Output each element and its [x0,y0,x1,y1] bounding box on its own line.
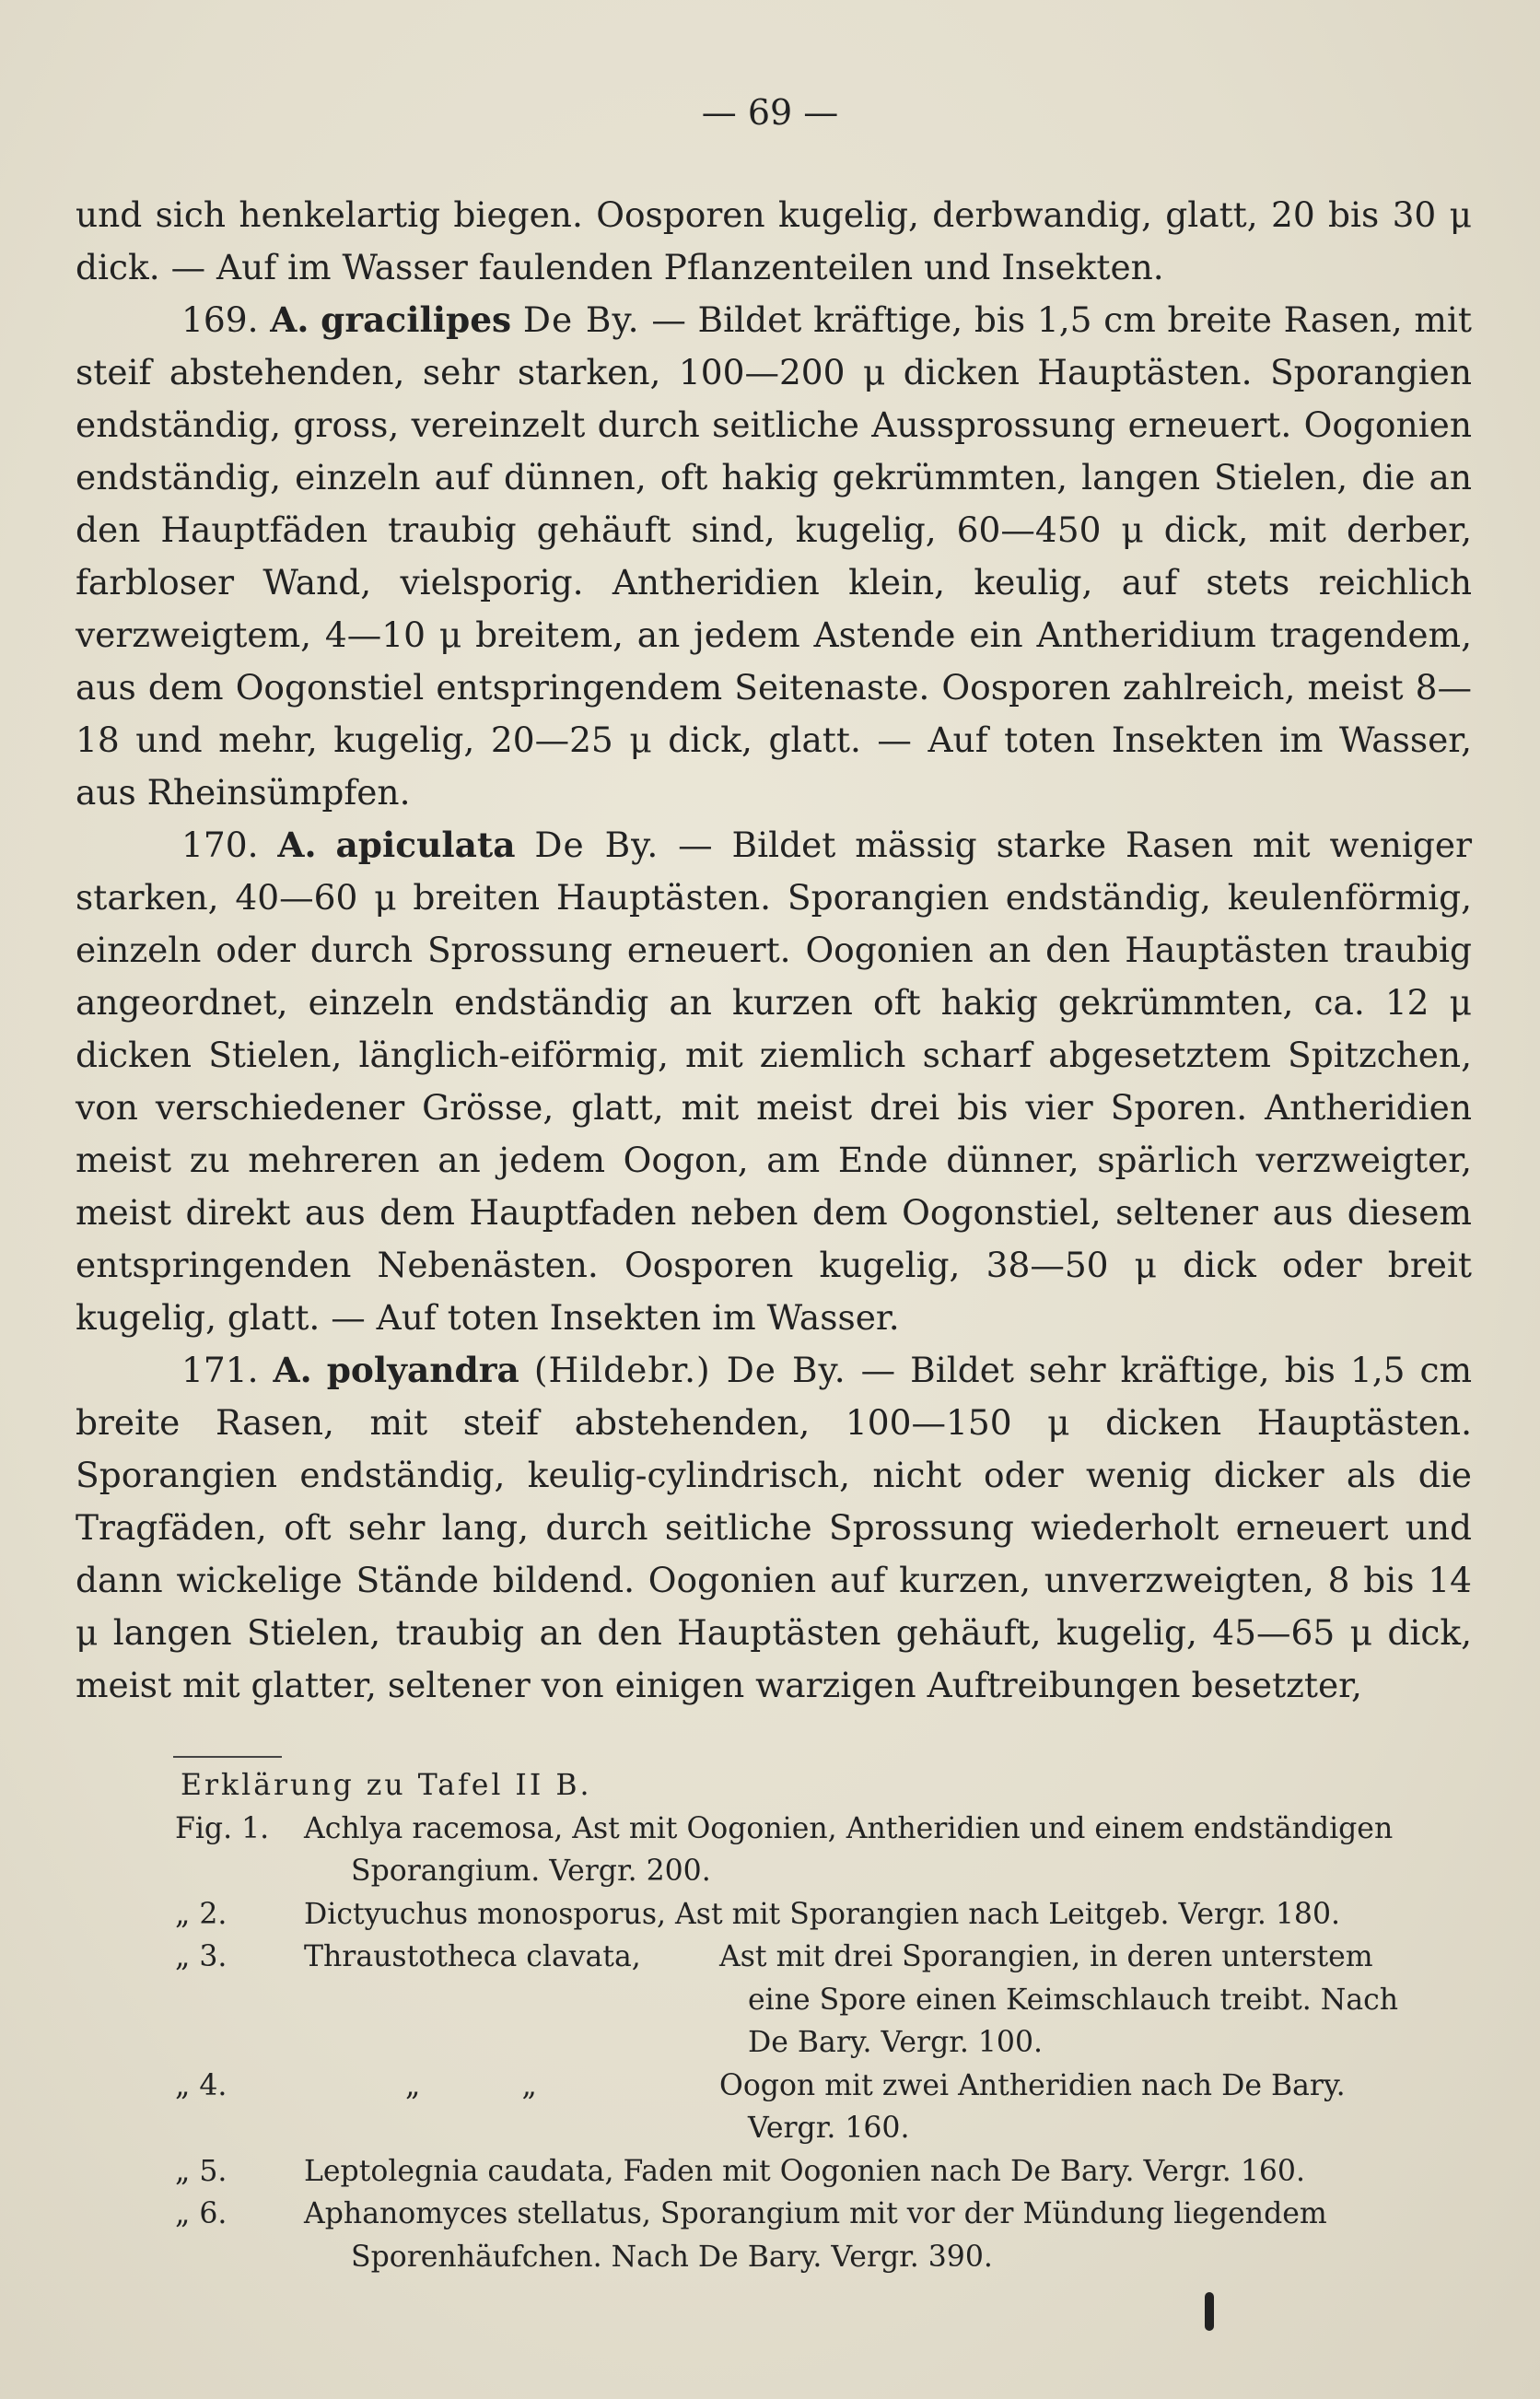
entry-description: — Bildet mässig starke Rasen mit weniger starken, 40—60 μ breiten Hauptästen. Sporangien endständig, keulenförmig, einzeln oder durch Sprossung erneuert. Oogonien an den Hauptästen traubig angeordnet, einzeln endständig an kurzen oft hakig gekrümmten, ca. 12 μ dicken Stielen, länglich-eiförmig, mit ziemlich scharf abgesetztem Spitzchen, von verschiedener Grösse, glatt, mit meist drei bis vier Sporen. Antheridien meist zu mehreren an jedem Oogon, am Ende dünner, spärlich verzweigter, meist direkt aus dem Hauptfaden neben dem Oogonstiel, seltener aus diesem entspringenden Nebenästen. Oosporen kugelig, 38—50 μ dick oder breit kugelig, glatt. — Auf toten Insekten im Wasser. [76,825,1472,1338]
legend-title: Erklärung zu Tafel II B. [181,1769,592,1802]
legend-item [175,1893,1464,1937]
legend-item [175,1936,1464,1979]
species-entry-170 [76,819,1472,1344]
entry-author: De By. [522,299,640,340]
entry-species: gracilipes [321,299,512,340]
legend-item [175,2150,1464,2194]
figure-label: „ 3. [175,1940,228,1973]
body-text [76,189,1472,1712]
figure-description-continuation: eine Spore einen Keimschlauch treibt. Nach [748,1983,1399,2017]
figure-description: Ast mit drei Sporangien, in deren unterstem [719,1940,1373,1973]
figure-description: Dictyuchus monosporus, Ast mit Sporangien nach Leitgeb. Vergr. 180. [304,1897,1341,1931]
ink-smudge [1205,2292,1214,2331]
entry-number: 169. [181,299,259,340]
figure-label: „ 2. [175,1897,228,1931]
entry-species: polyandra [326,1350,519,1390]
figure-label: Fig. 1. [175,1811,270,1845]
figure-description-continuation: De Bary. Vergr. 100. [748,2026,1044,2059]
figure-label: „ 5. [175,2154,228,2188]
figure-description: Leptolegnia caudata, Faden mit Oogonien nach De Bary. Vergr. 160. [304,2154,1305,2188]
figure-species: Thraustotheca clavata, [304,1940,641,1973]
species-entry-171 [76,1344,1472,1712]
entry-description: — Bildet kräftige, bis 1,5 cm breite Rasen, mit steif abstehenden, sehr starken, 100—200 μ dicken Hauptästen. Sporangien endständig, gross, vereinzelt durch seitliche Aussprossung erneuert. Oogonien endständig, einzeln auf dünnen, oft hakig gekrümmten, langen Stielen, die an den Hauptfäden traubig gehäuft sind, kugelig, 60—450 μ dick, mit derber, farbloser Wand, vielsporig. Antheridien klein, keulig, auf stets reichlich verzweigtem, 4—10 μ breitem, an jedem Astende ein Antheridium tragendem, aus dem Oogonstiel entspringendem Seitenaste. Oosporen zahlreich, meist 8—18 und mehr, kugelig, 20—25 μ dick, glatt. — Auf toten Insekten im Wasser, aus Rheinsümpfen. [76,299,1472,813]
figure-description: Achlya racemosa, Ast mit Oogonien, Antheridien und einem endständigen [304,1811,1394,1845]
entry-number: 170. [181,825,259,865]
footnote-rule [173,1756,282,1758]
legend-item [175,2193,1464,2236]
figure-description: Aphanomyces stellatus, Sporangium mit vor der Mündung liegendem [304,2197,1327,2230]
entry-genus: A. [277,825,317,865]
figure-label: „ 4. [175,2068,228,2102]
species-entry-169 [76,294,1472,819]
entry-species: apiculata [335,825,516,865]
entry-author: (Hildebr.) De By. [533,1350,846,1390]
legend-item [175,2065,1464,2108]
figure-ditto-marks: „ „ [405,2068,537,2102]
entry-number: 171. [181,1350,259,1390]
figure-description-continuation: Sporenhäufchen. Nach De Bary. Vergr. 390. [351,2240,993,2274]
figure-description-continuation: Vergr. 160. [748,2112,910,2145]
figure-description: Oogon mit zwei Antheridien nach De Bary. [719,2068,1346,2102]
entry-author: De By. [534,825,659,865]
paragraph-continuation: und sich henkelartig biegen. Oosporen kugelig, derbwandig, glatt, 20 bis 30 μ dick. — Auf im Wasser faulenden Pflanzenteilen und Insekten. [76,194,1472,287]
entry-description: — Bildet sehr kräftige, bis 1,5 cm breite Rasen, mit steif abstehenden, 100—150 μ dicken Hauptästen. Sporangien endständig, keulig-cylindrisch, nicht oder wenig dicker als die Tragfäden, oft sehr lang, durch seitliche Sprossung wiederholt erneuert und dann wickelige Stände bildend. Oogonien auf kurzen, unverzweigten, 8 bis 14 μ langen Stielen, traubig an den Hauptästen gehäuft, kugelig, 45—65 μ dick, meist mit glatter, seltener von einigen warzigen Auftreibungen besetzter, [76,1350,1473,1705]
legend-item [175,1808,1464,1851]
entry-genus: A. [273,1350,312,1390]
figure-label: „ 6. [175,2197,228,2230]
plate-legend [175,1764,1464,2278]
entry-genus: A. [270,299,309,340]
page-number: — 69 — [701,92,839,133]
figure-description-continuation: Sporangium. Vergr. 200. [351,1855,711,1888]
